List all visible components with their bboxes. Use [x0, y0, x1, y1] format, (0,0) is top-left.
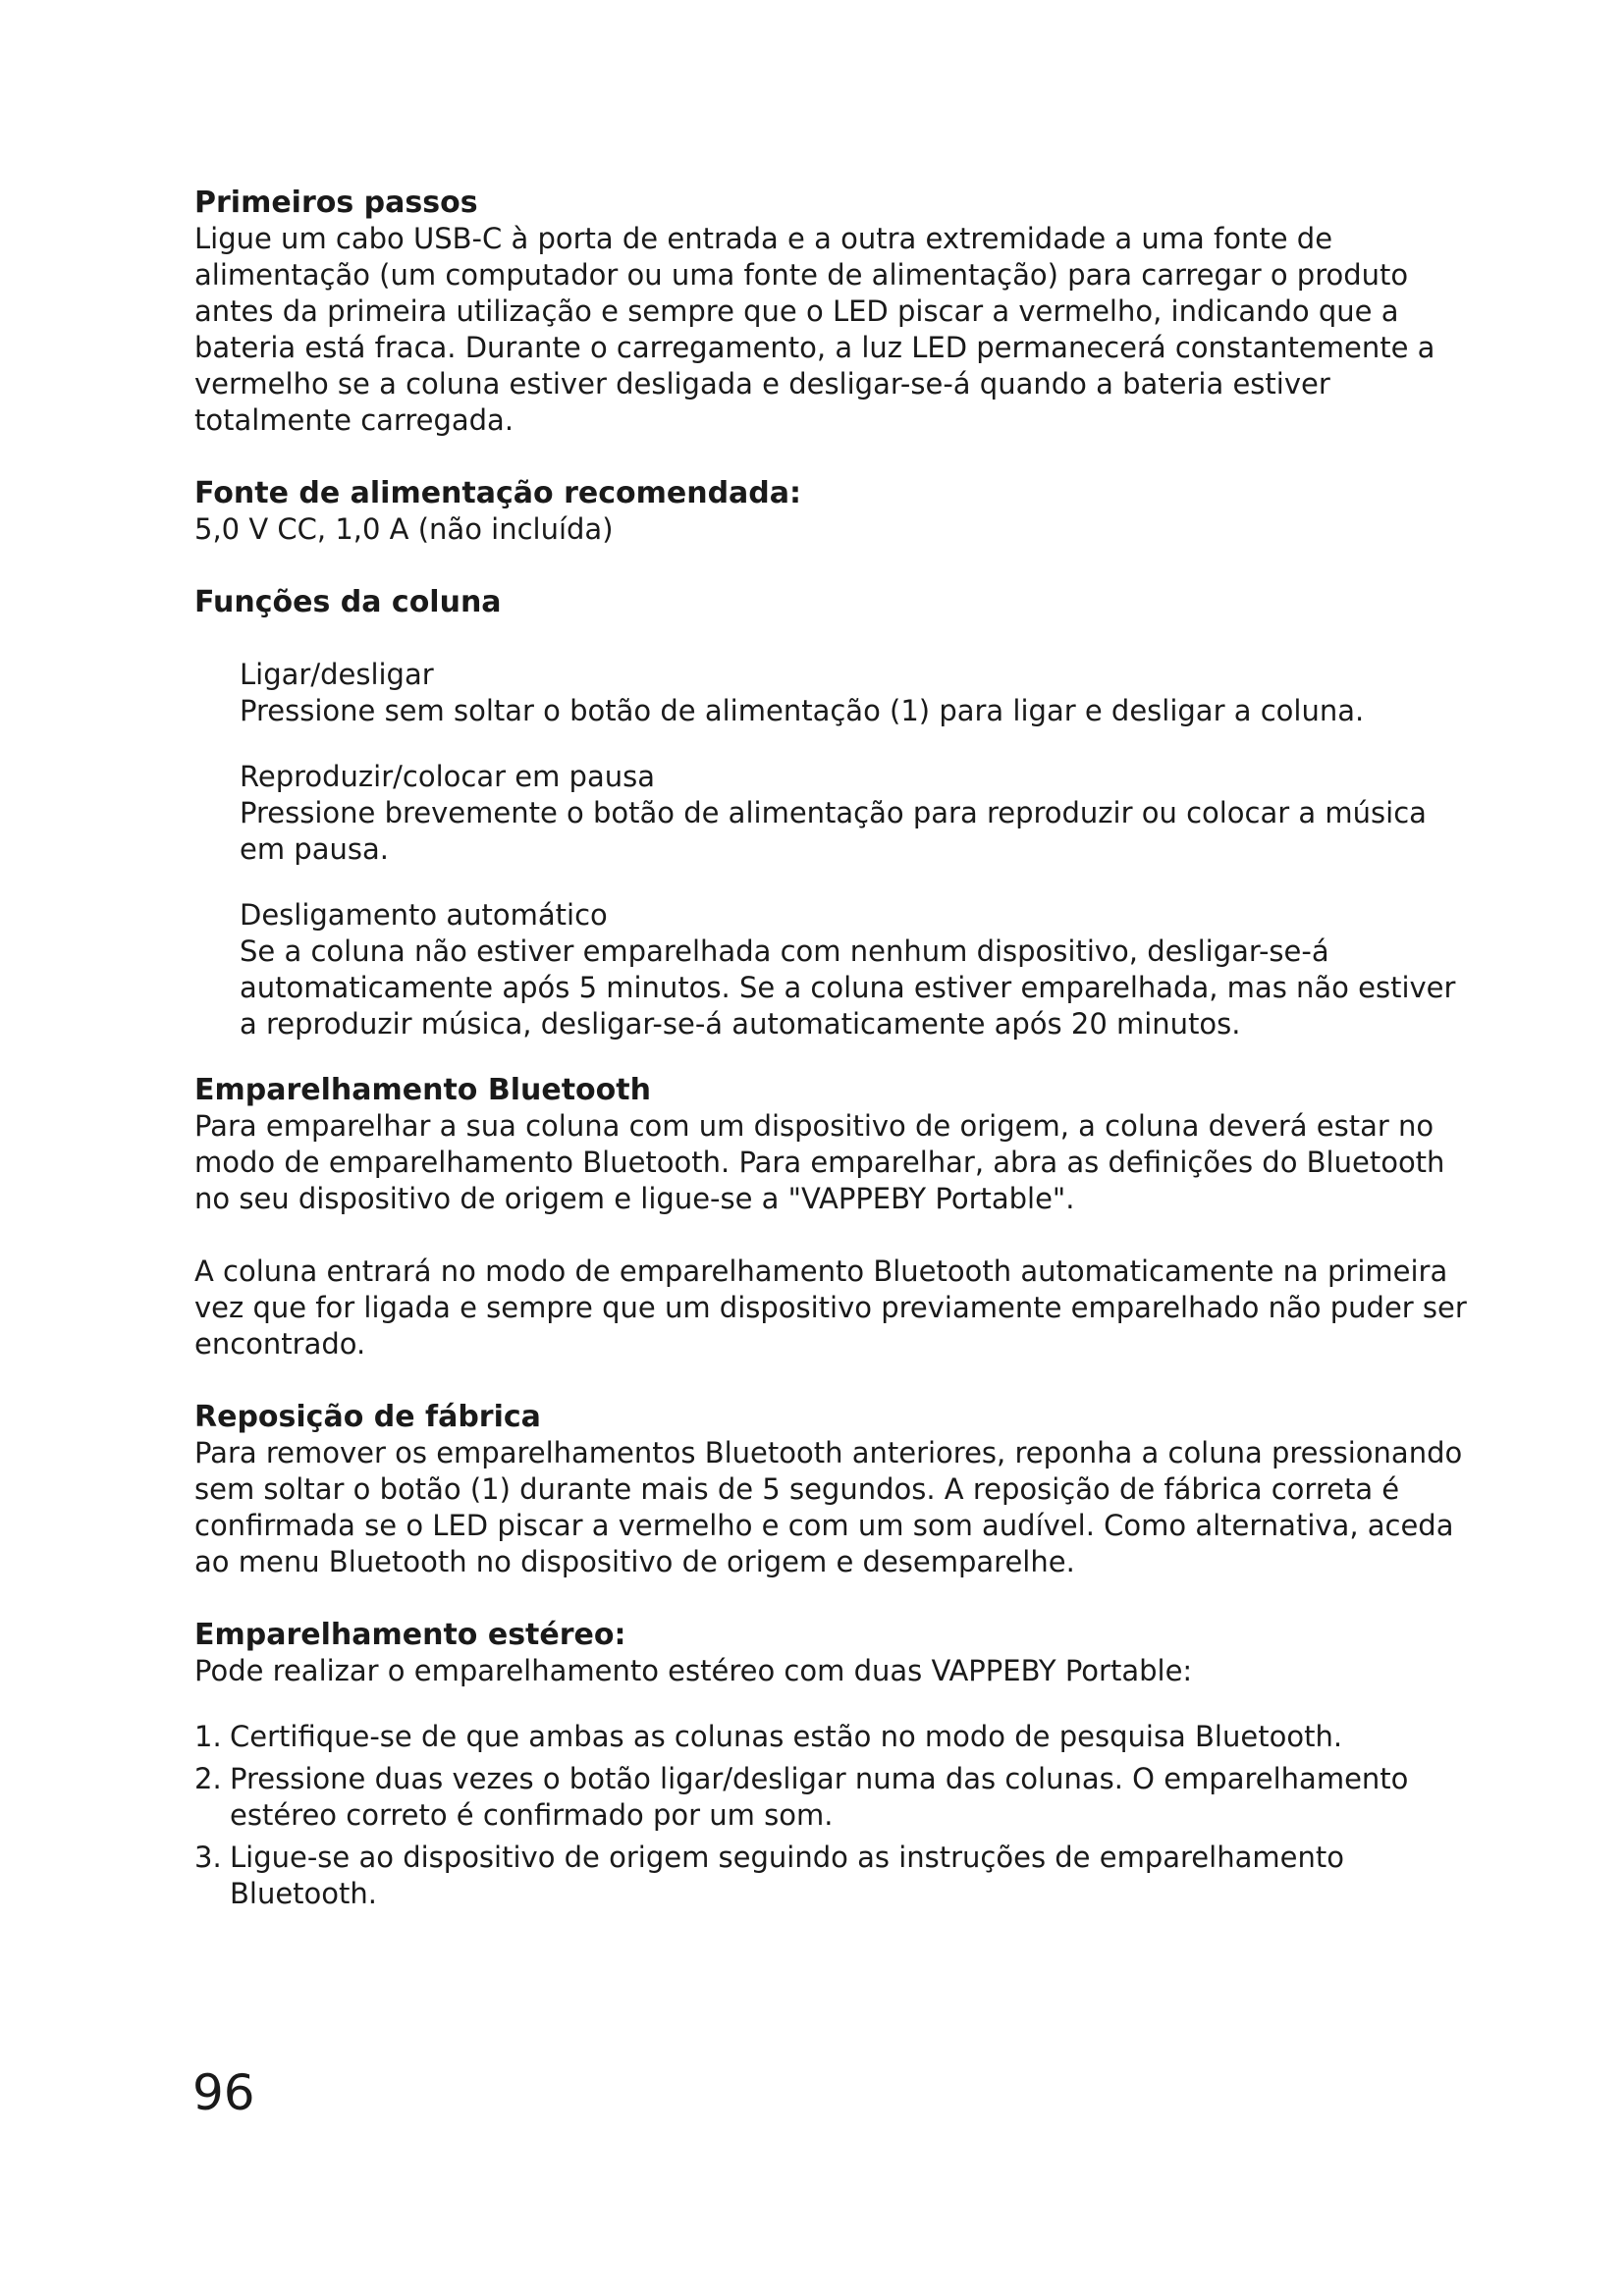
section-title: Emparelhamento estéreo: [194, 1618, 626, 1652]
function-title: Ligar/desligar [240, 658, 434, 691]
section-factory-reset [194, 1399, 1471, 1580]
list-item [194, 1840, 1471, 1912]
step-text: Certifique-se de que ambas as colunas estão no modo de pesquisa Bluetooth. [230, 1720, 1343, 1753]
step-number: 1. [194, 1720, 222, 1753]
step-text: Pressione duas vezes o botão ligar/desligar numa das colunas. O emparelhamento estéreo correto é confirmado por um som. [230, 1762, 1409, 1832]
manual-page [194, 185, 1471, 1949]
section-title: Emparelhamento Bluetooth [194, 1073, 651, 1107]
function-body: Se a coluna não estiver emparelhada com nenhum dispositivo, desligar-se-á automaticamente após 5 minutos. Se a coluna estiver emparelhada, mas não estiver a reproduzir música, desligar-se-á automaticamente após 20 minutos. [240, 934, 1456, 1041]
stereo-steps-list [194, 1719, 1471, 1912]
section-intro: Pode realizar o emparelhamento estéreo com duas VAPPEBY Portable: [194, 1654, 1193, 1687]
section-body: Para remover os emparelhamentos Bluetooth anteriores, reponha a coluna pressionando sem soltar o botão (1) durante mais de 5 segundos. A reposição de fábrica correta é confirmada se o LED piscar a vermelho e com um som audível. Como alternativa, aceda ao menu Bluetooth no dispositivo de origem e desemparelhe. [194, 1436, 1463, 1578]
function-power [240, 657, 1471, 729]
section-title: Funções da coluna [194, 585, 502, 619]
section-title: Primeiros passos [194, 186, 478, 220]
list-item [194, 1761, 1471, 1834]
step-number: 3. [194, 1841, 222, 1874]
section-body: 5,0 V CC, 1,0 A (não incluída) [194, 512, 614, 546]
section-body: Ligue um cabo USB-C à porta de entrada e a outra extremidade a uma fonte de alimentação (um computador ou uma fonte de alimentação) para carregar o produto antes da primeira utilização e sempre que o LED piscar a vermelho, indicando que a bateria está fraca. Durante o carregamento, a luz LED permanecerá constantemente a vermelho se a coluna estiver desligada e desligar-se-á quando a bateria estiver totalmente carregada. [194, 222, 1435, 437]
function-title: Desligamento automático [240, 898, 608, 932]
function-body: Pressione brevemente o botão de alimentação para reproduzir ou colocar a música em pausa. [240, 796, 1427, 866]
function-auto-off [240, 897, 1471, 1042]
section-body: A coluna entrará no modo de emparelhamento Bluetooth automaticamente na primeira vez que for ligada e sempre que um dispositivo previamente emparelhado não puder ser encontrado. [194, 1255, 1467, 1361]
step-text: Ligue-se ao dispositivo de origem seguindo as instruções de emparelhamento Bluetooth. [230, 1841, 1344, 1910]
function-title: Reproduzir/colocar em pausa [240, 760, 655, 793]
list-item [194, 1719, 1471, 1755]
section-bluetooth-pairing [194, 1072, 1471, 1362]
section-speaker-functions [194, 584, 1471, 1042]
section-power-supply [194, 475, 1471, 548]
page-number: 96 [192, 2064, 255, 2121]
section-first-steps [194, 185, 1471, 439]
section-stereo-pairing [194, 1617, 1471, 1912]
function-body: Pressione sem soltar o botão de alimentação (1) para ligar e desligar a coluna. [240, 694, 1365, 727]
step-number: 2. [194, 1762, 222, 1795]
function-play-pause [240, 759, 1471, 868]
section-title: Reposição de fábrica [194, 1400, 541, 1434]
section-title: Fonte de alimentação recomendada: [194, 476, 802, 510]
section-body: Para emparelhar a sua coluna com um dispositivo de origem, a coluna deverá estar no modo de emparelhamento Bluetooth. Para emparelhar, abra as definições do Bluetooth no seu dispositivo de origem e ligue-se a "VAPPEBY Portable". [194, 1109, 1445, 1215]
